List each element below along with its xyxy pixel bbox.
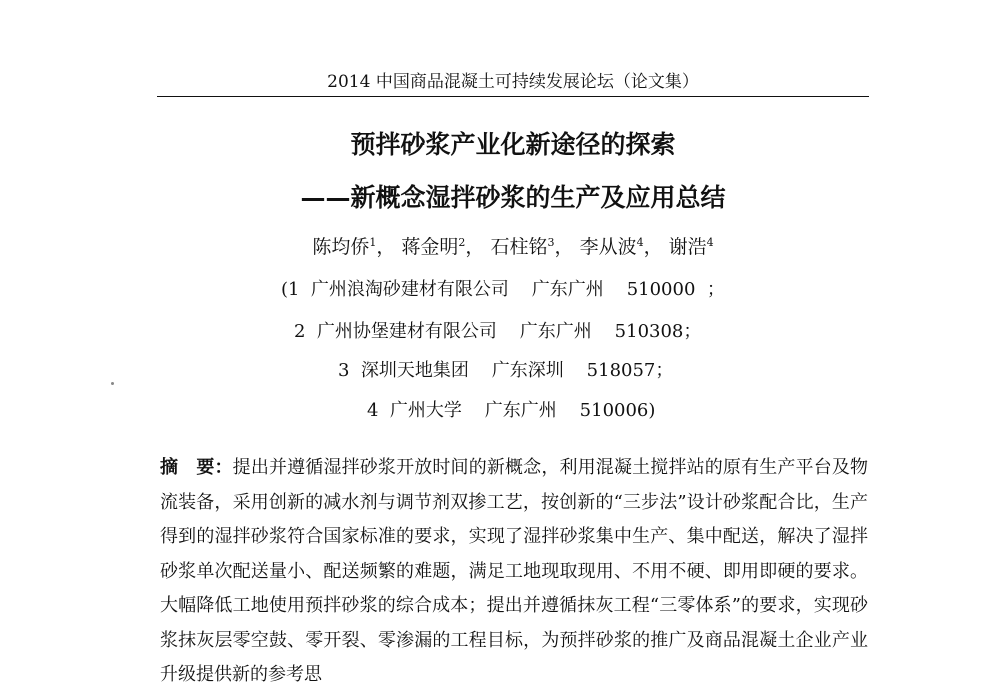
author: 李从波$^4$， <box>579 236 663 258</box>
affiliation-line: 2 广州协堡建材有限公司 广东广州 510308； <box>294 321 702 342</box>
paper-subtitle: ——新概念湿拌砂浆的生产及应用总结 <box>300 183 726 212</box>
author: 陈均侨$^1$， <box>312 236 396 258</box>
affiliation-line: 4 广州大学 广东广州 510006) <box>367 400 656 421</box>
affiliation-line: (1 广州浪淘砂建材有限公司 广东广州 510000 ； <box>281 279 725 300</box>
author-list <box>157 234 869 260</box>
side-mark <box>111 382 114 385</box>
author: 蒋金明$^2$， <box>401 236 485 258</box>
author: 石柱铭$^3$， <box>490 236 574 258</box>
abstract-text: 提出并遵循湿拌砂浆开放时间的新概念，利用混凝土搅拌站的原有生产平台及物流装备，采用创新的减水剂与调节剂双掺工艺，按创新的“三步法”设计砂浆配合比，生产得到的湿拌砂浆符合国家标准的要求，实现了湿拌砂浆集中生产、集中配送，解决了湿拌砂浆单次配送量小、配送频繁的难题，满足工地现取现用、不用不硬、即用即硬的要求。大幅降低工地使用预拌砂浆的综合成本；提出并遵循抹灰工程“三零体系”的要求，实现砂浆抹灰层零空鼓、零开裂、零渗漏的工程目标，为预拌砂浆的推广及商品混凝土企业产业升级提供新的参考思 <box>160 457 869 685</box>
author: 谢浩$^4$ <box>668 236 714 258</box>
header-rule <box>157 96 869 97</box>
abstract <box>160 451 868 693</box>
abstract-label: 摘 要： <box>160 457 233 478</box>
affiliation-line: 3 深圳天地集团 广东深圳 518057； <box>338 360 674 381</box>
paper-title: 预拌砂浆产业化新途径的探索 <box>350 130 676 159</box>
running-header: 2014 中国商品混凝土可持续发展论坛（论文集） <box>327 72 699 92</box>
